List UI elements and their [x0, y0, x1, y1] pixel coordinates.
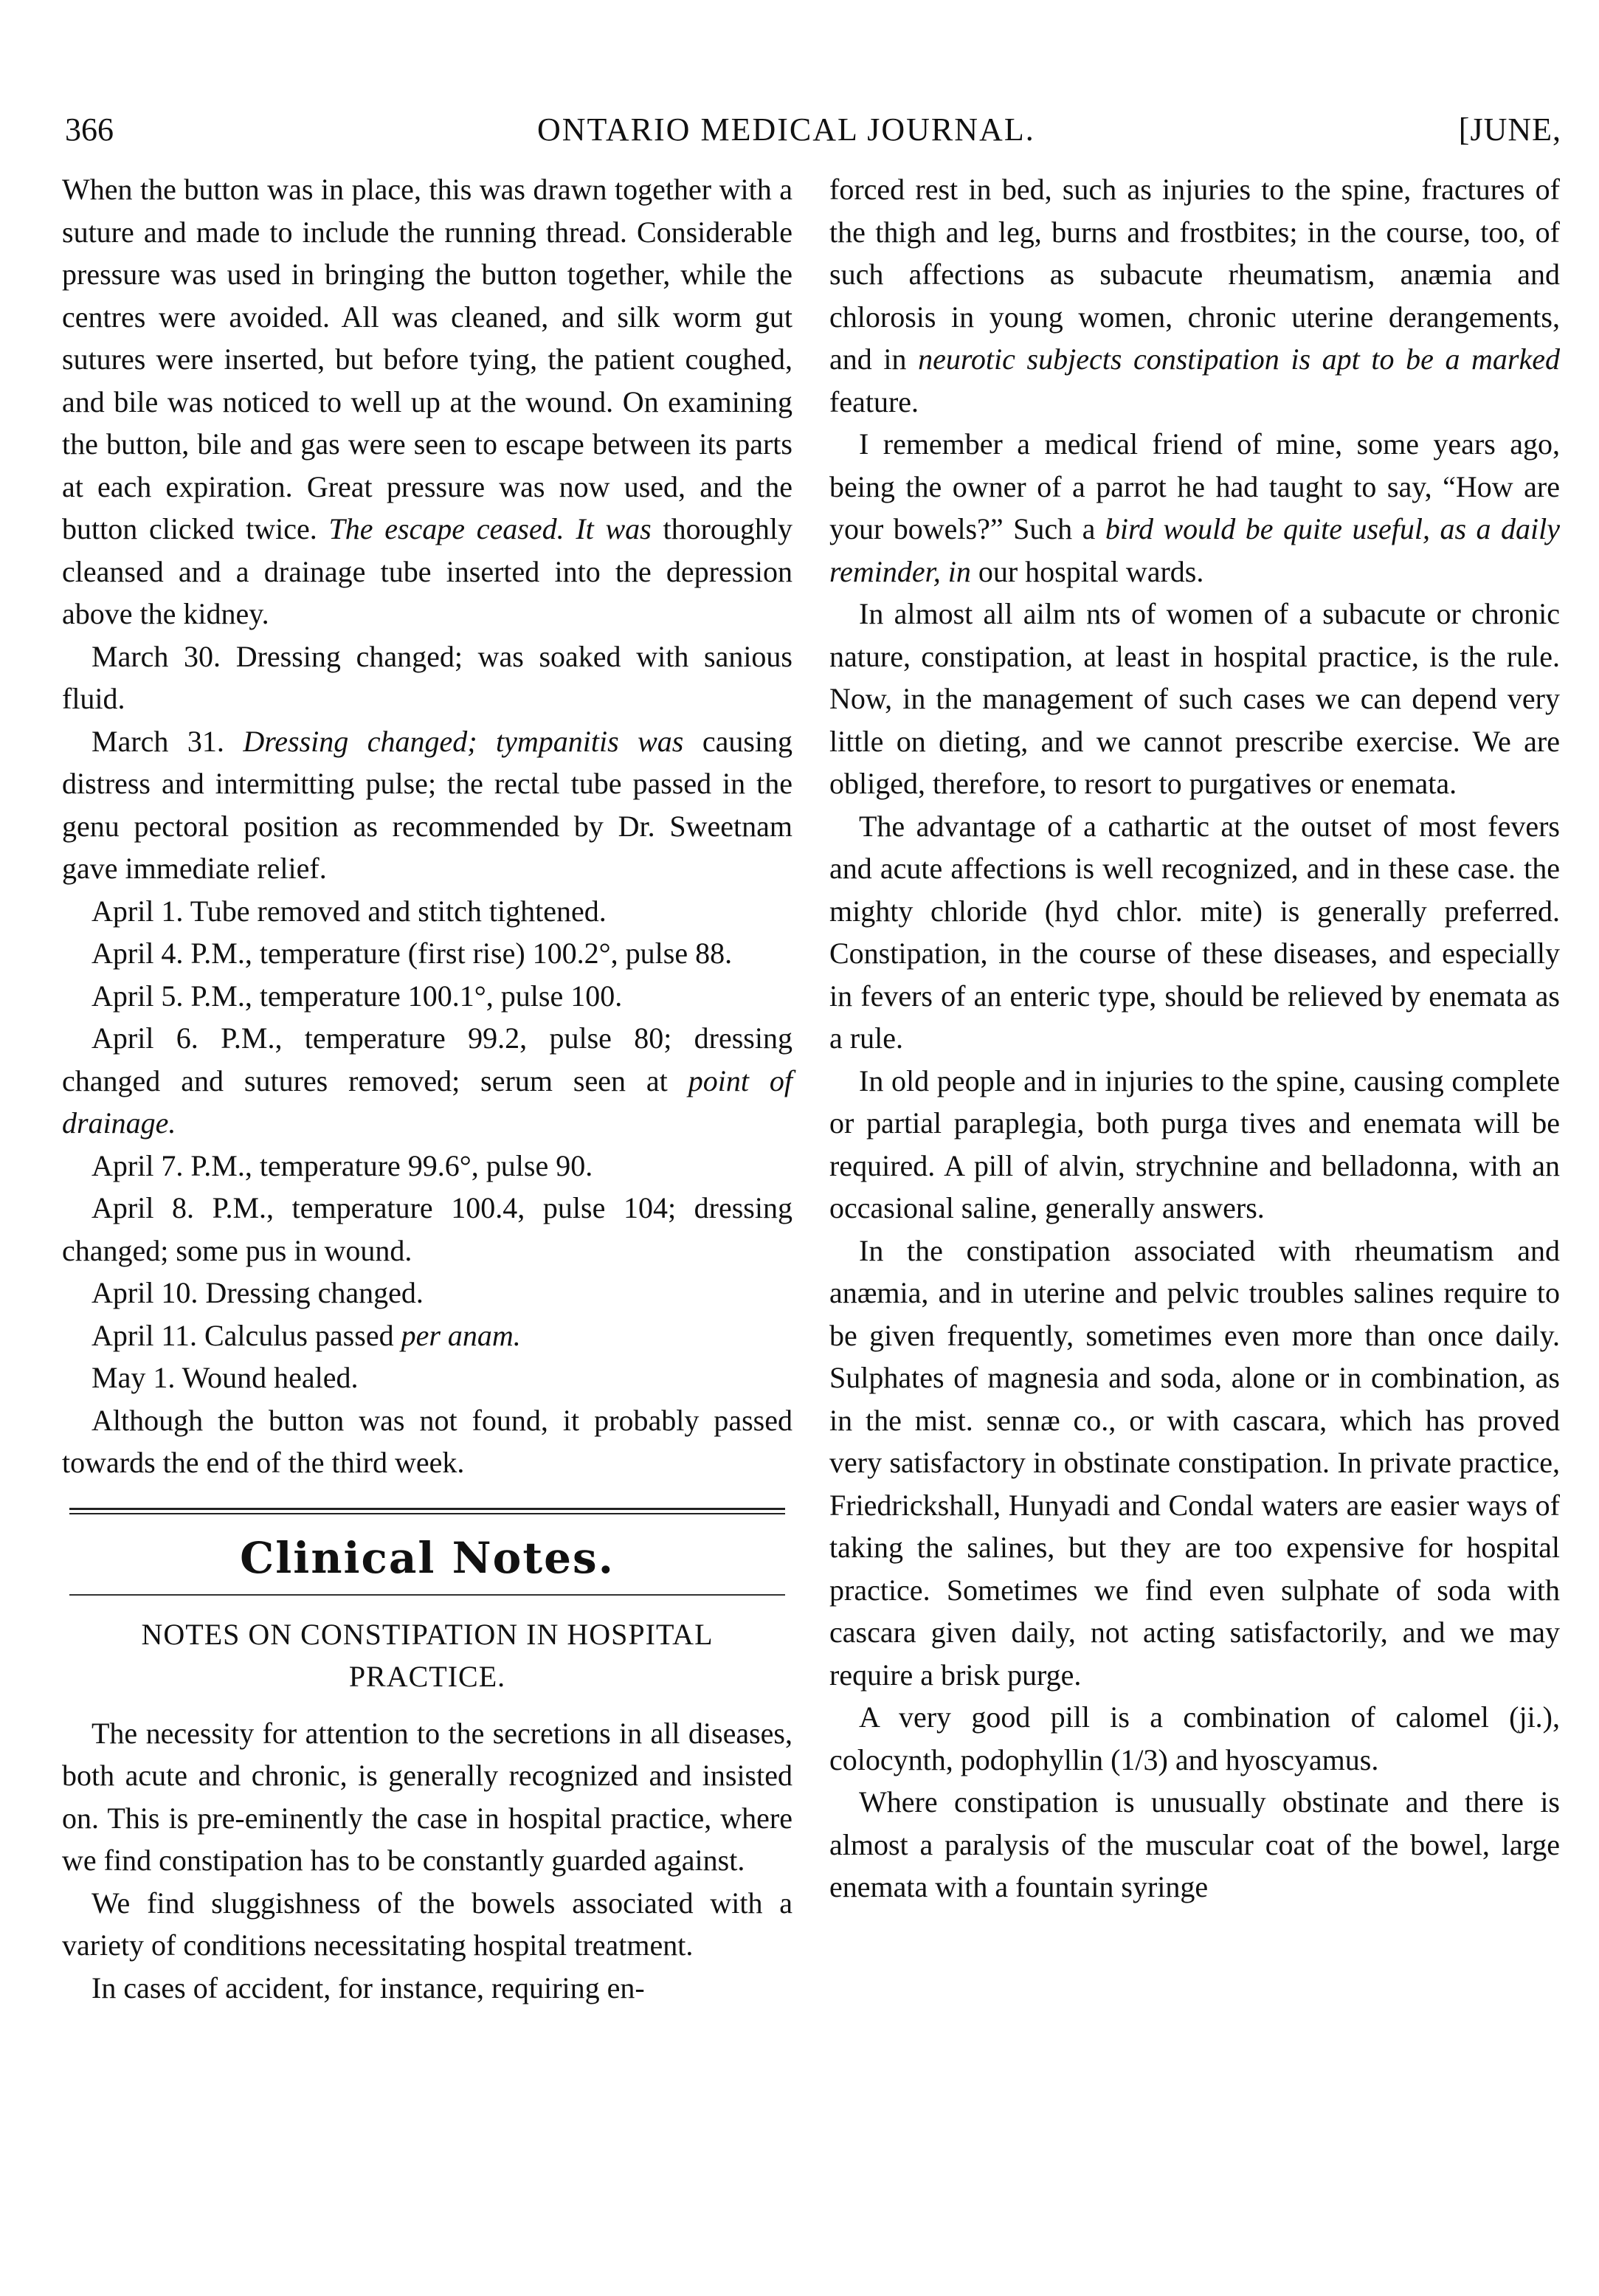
paragraph: April 6. P.M., temperature 99.2, pulse 80; dressing changed and sutures removed; serum seen at point of drainage. [62, 1021, 793, 1140]
paragraph: In cases of accident, for instance, requiring en- [91, 1971, 645, 2004]
paragraph: Where constipation is unusually obstinate and there is almost a paralysis of the muscular coat of the bowel, large enemata with a fountain syringe [829, 1785, 1560, 1903]
paragraph: April 8. P.M., temperature 100.4, pulse 104; dressing changed; some pus in wound. [62, 1191, 792, 1267]
paragraph: I remember a medical friend of mine, some years ago, being the owner of a parrot he had taught to say, “How are your bowels?” Such a bird would be quite useful, as a daily reminder, in our hospital wards. [829, 427, 1560, 588]
paragraph: April 11. Calculus passed per anam. [91, 1318, 521, 1352]
paragraph: April 1. Tube removed and stitch tightened. [91, 894, 607, 928]
paragraph: In almost all ailm nts of women of a subacute or chronic nature, constipation, at least in hospital practice, is the rule. Now, in the management of such cases we can depend very little on dieting, and we cannot prescribe exercise. We are obliged, therefore, to resort to purgatives or enemata. [829, 597, 1560, 800]
issue-month: [JUNE, [1458, 111, 1561, 148]
paragraph: April 5. P.M., temperature 100.1°, pulse 100. [91, 979, 623, 1013]
paragraph: forced rest in bed, such as injuries to the spine, fractures of the thigh and leg, burns and frostbites; in the course, too, of such affections as subacute rheumatism, anæmia and chlorosis in young women, chronic uterine derangements, and in neurotic subjects constipation is apt to be a marked feature. [829, 173, 1561, 418]
paragraph: March 30. Dressing changed; was soaked with sanious fluid. [62, 639, 792, 715]
section-heading: Clinical Notes. [240, 1532, 615, 1583]
paragraph: Although the button was not found, it probably passed towards the end of the third week. [62, 1403, 792, 1479]
running-header [65, 111, 1561, 162]
paragraph: A very good pill is a combination of calomel (ji.), colocynth, podophyllin (1/3) and hyoscyamus. [829, 1700, 1560, 1776]
paragraph: April 4. P.M., temperature (first rise) 100.2°, pulse 88. [91, 937, 733, 970]
left-column [62, 168, 792, 2009]
article-title: NOTES ON CONSTIPATION IN HOSPITAL PRACTICE. [141, 1617, 714, 1693]
journal-title: ONTARIO MEDICAL JOURNAL. [537, 111, 1035, 148]
paragraph: In the constipation associated with rheumatism and anæmia, and in uterine and pelvic troubles salines require to be given frequently, sometimes even more than once daily. Sulphates of magnesia and soda, alone or in combination, as in the mist. sennæ co., or with cascara, which has proved very satisfactory in obstinate constipation. In private practice, Friedrickshall, Hunyadi and Condal waters are easier ways of taking the salines, but they are too expensive for hospital practice. Sometimes we find even sulphate of soda with cascara given daily, not acting satisfactorily, and we may require a brisk purge. [829, 1233, 1560, 1692]
paragraph: The necessity for attention to the secretions in all diseases, both acute and chronic, is generally recognized and insisted on. This is pre-eminently the case in hospital practice, where we find constipation has to be constantly guarded against. [62, 1716, 792, 1877]
paragraph: We find sluggishness of the bowels associated with a variety of conditions necessitating hospital treatment. [62, 1886, 792, 1962]
right-column [829, 168, 1560, 1909]
page-number: 366 [65, 111, 114, 148]
paragraph: April 10. Dressing changed. [91, 1276, 424, 1309]
paragraph: In old people and in injuries to the spine, causing complete or partial paraplegia, both purga tives and enemata will be required. A pill of alvin, strychnine and belladonna, with an occasional saline, generally answers. [829, 1063, 1560, 1224]
paragraph: The advantage of a cathartic at the outset of most fevers and acute affections is well recognized, and in these case. the mighty chloride (hyd chlor. mite) is generally preferred. Constipation, in the course of these diseases, and especially in fevers of an enteric type, should be relieved by enemata as a rule. [829, 809, 1560, 1055]
paragraph: April 7. P.M., temperature 99.6°, pulse 90. [91, 1148, 593, 1182]
paragraph: May 1. Wound healed. [91, 1361, 359, 1394]
heading-rule [69, 1594, 785, 1596]
section-divider [69, 1508, 785, 1514]
paragraph: When the button was in place, this was drawn together with a suture and made to include the running thread. Considerable pressure was used in bringing the button together, while the centres were avoided. All was cleaned, and silk worm gut sutures were inserted, but before tying, the patient coughed, and bile was noticed to well up at the wound. On examining the button, bile and gas were seen to escape between its parts at each expiration. Great pressure was now used, and the button clicked twice. The escape ceased. It was thoroughly cleansed and a drainage tube inserted into the depression above the kidney. [62, 173, 793, 630]
paragraph: March 31. Dressing changed; tympanitis was causing distress and intermitting pulse; the rectal tube passed in the genu pectoral position as recommended by Dr. Sweetnam gave immediate relief. [62, 724, 793, 885]
